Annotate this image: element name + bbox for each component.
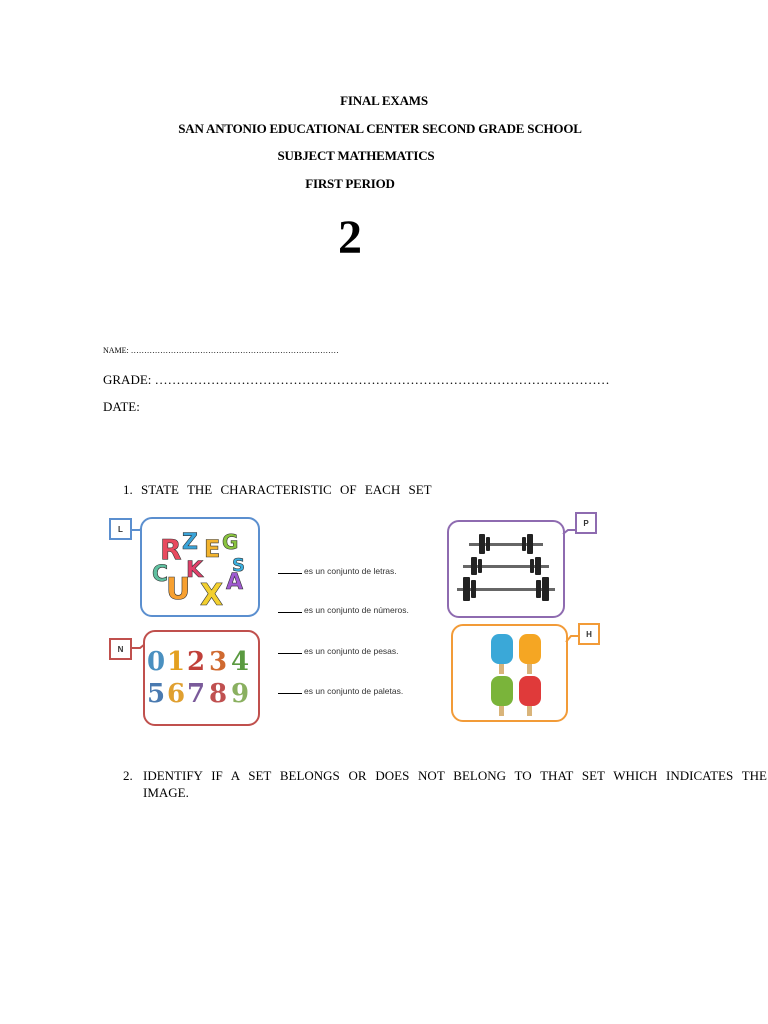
digit-glyph: 6 bbox=[167, 679, 186, 709]
statement-2 bbox=[278, 605, 409, 615]
letter-glyph: U bbox=[166, 572, 191, 607]
letters-set-image bbox=[140, 517, 260, 617]
question-1-text: STATE THE CHARACTERISTIC OF EACH SET bbox=[141, 482, 432, 497]
letter-glyph: Z bbox=[182, 530, 198, 555]
statement-1 bbox=[278, 566, 397, 576]
numbers-illustration bbox=[145, 632, 258, 724]
digit-glyph: 0 bbox=[147, 647, 166, 677]
digit-glyph: 7 bbox=[187, 679, 206, 709]
tag-numbers: N bbox=[109, 638, 132, 660]
period: FIRST PERIOD bbox=[305, 176, 395, 191]
statement-3 bbox=[278, 646, 399, 656]
weights-illustration bbox=[449, 522, 563, 616]
grade-field[interactable]: GRADE: …………………………………………………………………………………………… bbox=[103, 372, 610, 387]
exam-title: FINAL EXAMS bbox=[340, 93, 428, 108]
answer-blank[interactable] bbox=[278, 612, 302, 613]
popsicles-illustration bbox=[453, 626, 566, 720]
date-field[interactable]: DATE: bbox=[103, 399, 140, 414]
digit-glyph: 9 bbox=[231, 679, 250, 709]
statement-text: es un conjunto de letras. bbox=[304, 566, 397, 576]
letter-glyph: X bbox=[200, 578, 224, 613]
letter-glyph: K bbox=[186, 558, 204, 583]
grade-number: 2 bbox=[338, 211, 362, 264]
statement-text: es un conjunto de números. bbox=[304, 605, 409, 615]
digit-glyph: 5 bbox=[147, 679, 166, 709]
school-name: SAN ANTONIO EDUCATIONAL CENTER SECOND GRADE SCHOOL bbox=[178, 121, 582, 136]
answer-blank[interactable] bbox=[278, 653, 302, 654]
digit-glyph: 3 bbox=[209, 647, 228, 677]
statement-text: es un conjunto de paletas. bbox=[304, 686, 404, 696]
digit-glyph: 4 bbox=[231, 647, 250, 677]
letter-glyph: G bbox=[222, 530, 239, 554]
name-field[interactable]: NAME: …………………………………………………………………… bbox=[103, 346, 339, 355]
question-1-number: 1. bbox=[123, 482, 133, 497]
letter-glyph: S bbox=[232, 555, 245, 576]
digit-glyph: 8 bbox=[209, 679, 228, 709]
digit-glyph: 1 bbox=[167, 647, 186, 677]
letter-glyph: R bbox=[160, 533, 182, 566]
letter-glyph: E bbox=[204, 535, 221, 563]
subject: SUBJECT MATHEMATICS bbox=[277, 148, 435, 163]
digit-glyph: 2 bbox=[187, 647, 206, 677]
answer-blank[interactable] bbox=[278, 693, 302, 694]
question-1 bbox=[123, 482, 432, 498]
letter-glyph: C bbox=[152, 562, 169, 587]
weights-set-image bbox=[447, 520, 565, 618]
letter-glyph: A bbox=[226, 570, 244, 595]
statement-4 bbox=[278, 686, 403, 696]
tag-popsicles: H bbox=[578, 623, 600, 645]
question-2 bbox=[123, 767, 767, 801]
question-2-number: 2. bbox=[123, 768, 133, 783]
tag-weights: P bbox=[575, 512, 597, 534]
question-2-text: IDENTIFY IF A SET BELONGS OR DOES NOT BELONG TO THAT SET WHICH INDICATES THE IMAGE. bbox=[143, 768, 767, 800]
letters-illustration bbox=[142, 519, 258, 615]
statement-text: es un conjunto de pesas. bbox=[304, 646, 399, 656]
popsicles-set-image bbox=[451, 624, 568, 722]
answer-blank[interactable] bbox=[278, 573, 302, 574]
numbers-set-image bbox=[143, 630, 260, 726]
tag-letters: L bbox=[109, 518, 132, 540]
